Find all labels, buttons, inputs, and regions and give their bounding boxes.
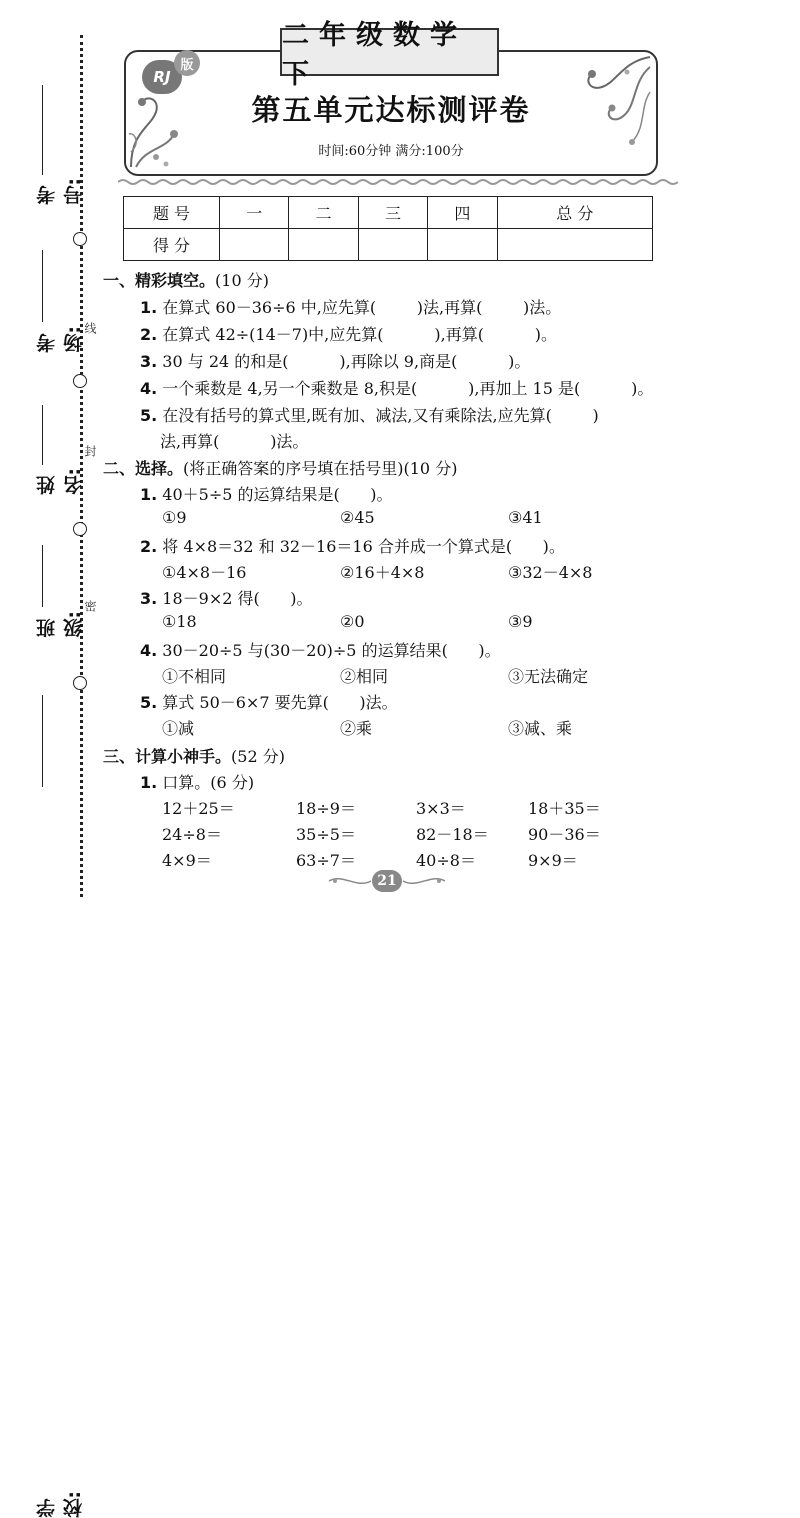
s3-q1-text: 口算。(6 分) — [157, 773, 255, 792]
mental-calc-item: 18＋35＝ — [528, 799, 601, 818]
section1-title: 一、精彩填空。 — [103, 271, 216, 290]
s2-question — [140, 586, 313, 609]
name-label: 姓名: — [36, 468, 85, 495]
score-cell[interactable] — [358, 229, 427, 261]
mental-calc-item: 3×3＝ — [416, 799, 466, 818]
binding-hole — [73, 676, 87, 690]
section3-title: 三、计算小神手。 — [103, 747, 232, 766]
score-table-header-cell: 四 — [428, 197, 497, 229]
s3-q1-number: 1. — [140, 773, 158, 792]
score-table-header-cell: 三 — [358, 197, 427, 229]
s2-q5-text: 算式 50－6×7 要先算( )法。 — [157, 693, 398, 712]
s1-q5-text: 在没有括号的算式里,既有加、减法,又有乘除法,应先算( ) — [157, 406, 599, 425]
page-number: 21 — [372, 870, 402, 892]
score-table — [123, 196, 653, 261]
s2-q1-number: 1. — [140, 485, 158, 504]
s1-q2-number: 2. — [140, 325, 158, 344]
s1-q4-number: 4. — [140, 379, 158, 398]
exam-number-label: 考号: — [36, 178, 85, 205]
s1-question — [140, 349, 530, 372]
exam-room-label: 考场: — [36, 326, 85, 353]
class-line[interactable] — [42, 545, 43, 607]
school-line[interactable] — [42, 695, 43, 787]
s1-q1-text: 在算式 60－36÷6 中,应先算( )法,再算( )法。 — [157, 298, 562, 317]
mental-calc-item: 9×9＝ — [528, 851, 578, 870]
s1-q2-text: 在算式 42÷(14－7)中,应先算( ),再算( )。 — [157, 325, 558, 344]
s2-question — [140, 534, 565, 557]
s2-q2-option-a[interactable]: ①4×8－16 — [162, 563, 247, 582]
s2-q3-number: 3. — [140, 589, 158, 608]
page-title: 第五单元达标测评卷 — [251, 93, 531, 127]
wavy-divider — [118, 178, 678, 186]
s2-q3-text: 18－9×2 得( )。 — [157, 589, 313, 608]
s2-q2-option-c[interactable]: ③32－4×8 — [508, 563, 593, 582]
section2-heading — [103, 456, 457, 479]
binding-hole — [73, 374, 87, 388]
mental-calc-item: 90－36＝ — [528, 825, 601, 844]
s2-q1-option-a[interactable]: ①9 — [162, 508, 187, 527]
series-title: 二年级数学下 — [280, 28, 499, 76]
s2-question — [140, 638, 501, 661]
mental-calc-item: 82－18＝ — [416, 825, 489, 844]
s2-q4-number: 4. — [140, 641, 158, 660]
s2-q5-number: 5. — [140, 693, 158, 712]
s1-q1-number: 1. — [140, 298, 158, 317]
s2-q5-option-b[interactable]: ②乘 — [340, 719, 373, 738]
exam-info: 时间:60分钟 满分:100分 — [318, 144, 464, 159]
s2-q4-option-b[interactable]: ②相同 — [340, 667, 389, 686]
s2-q2-number: 2. — [140, 537, 158, 556]
edition-badge: RJ — [142, 60, 182, 94]
mental-calc-item: 18÷9＝ — [296, 799, 356, 818]
binding-mark-xian: 线 — [83, 322, 97, 334]
mental-calc-item: 63÷7＝ — [296, 851, 356, 870]
mental-calc-item: 24÷8＝ — [162, 825, 222, 844]
s2-q4-text: 30－20÷5 与(30－20)÷5 的运算结果( )。 — [157, 641, 501, 660]
s2-question — [140, 690, 398, 713]
section1-points: (10 分) — [215, 271, 269, 290]
score-cell[interactable] — [289, 229, 358, 261]
s2-question — [140, 482, 393, 505]
s2-q3-option-b[interactable]: ②0 — [340, 612, 365, 631]
s2-q1-text: 40＋5÷5 的运算结果是( )。 — [157, 485, 393, 504]
section3-points: (52 分) — [231, 747, 285, 766]
binding-hole — [73, 232, 87, 246]
binding-mark-mi: 密 — [83, 600, 97, 612]
section3-heading — [103, 744, 285, 767]
mental-calc-item: 35÷5＝ — [296, 825, 356, 844]
score-table-header-cell: 题 号 — [124, 197, 220, 229]
mental-calc-item: 4×9＝ — [162, 851, 212, 870]
section2-points: (将正确答案的序号填在括号里)(10 分) — [183, 459, 458, 478]
s1-q5-continuation: 法,再算( )法。 — [160, 432, 309, 451]
score-cell[interactable] — [497, 229, 652, 261]
s2-q1-option-b[interactable]: ②45 — [340, 508, 375, 527]
mental-calc-item: 40÷8＝ — [416, 851, 476, 870]
class-label: 班级: — [36, 611, 85, 638]
score-cell[interactable] — [220, 229, 289, 261]
s2-q2-option-b[interactable]: ②16＋4×8 — [340, 563, 425, 582]
s2-q3-option-a[interactable]: ①18 — [162, 612, 197, 631]
s1-q4-text: 一个乘数是 4,另一个乘数是 8,积是( ),再加上 15 是( )。 — [157, 379, 654, 398]
edition-suffix: 版 — [174, 50, 200, 76]
score-table-score-row — [124, 229, 653, 261]
s2-q4-option-c[interactable]: ③无法确定 — [508, 667, 589, 686]
binding-hole — [73, 522, 87, 536]
s1-q3-text: 30 与 24 的和是( ),再除以 9,商是( )。 — [157, 352, 531, 371]
s2-q1-option-c[interactable]: ③41 — [508, 508, 543, 527]
score-table-header-cell: 总 分 — [497, 197, 652, 229]
s1-question — [140, 376, 653, 399]
score-row-label: 得 分 — [124, 229, 220, 261]
s1-question — [140, 295, 561, 318]
s2-q4-option-a[interactable]: ①不相同 — [162, 667, 227, 686]
s1-question — [140, 403, 599, 426]
binding-mark-feng: 封 — [83, 445, 97, 457]
score-table-header-row — [124, 197, 653, 229]
section1-heading — [103, 268, 269, 291]
s1-q5-number: 5. — [140, 406, 158, 425]
s2-q3-option-c[interactable]: ③9 — [508, 612, 533, 631]
binding-dotted-line — [80, 35, 83, 897]
score-table-header-cell: 一 — [220, 197, 289, 229]
s2-q5-option-c[interactable]: ③减、乘 — [508, 719, 573, 738]
score-table-header-cell: 二 — [289, 197, 358, 229]
name-line[interactable] — [42, 405, 43, 465]
exam-room-line[interactable] — [42, 250, 43, 322]
s3-subquestion — [140, 770, 254, 793]
s2-q2-text: 将 4×8＝32 和 32－16＝16 合并成一个算式是( )。 — [157, 537, 565, 556]
score-cell[interactable] — [428, 229, 497, 261]
s1-q3-number: 3. — [140, 352, 158, 371]
exam-number-line[interactable] — [42, 85, 43, 175]
s2-q5-option-a[interactable]: ①减 — [162, 719, 195, 738]
mental-calc-item: 12＋25＝ — [162, 799, 235, 818]
school-label: 学校: — [36, 1491, 85, 1518]
s1-question — [140, 322, 557, 345]
section2-title: 二、选择。 — [103, 459, 184, 478]
